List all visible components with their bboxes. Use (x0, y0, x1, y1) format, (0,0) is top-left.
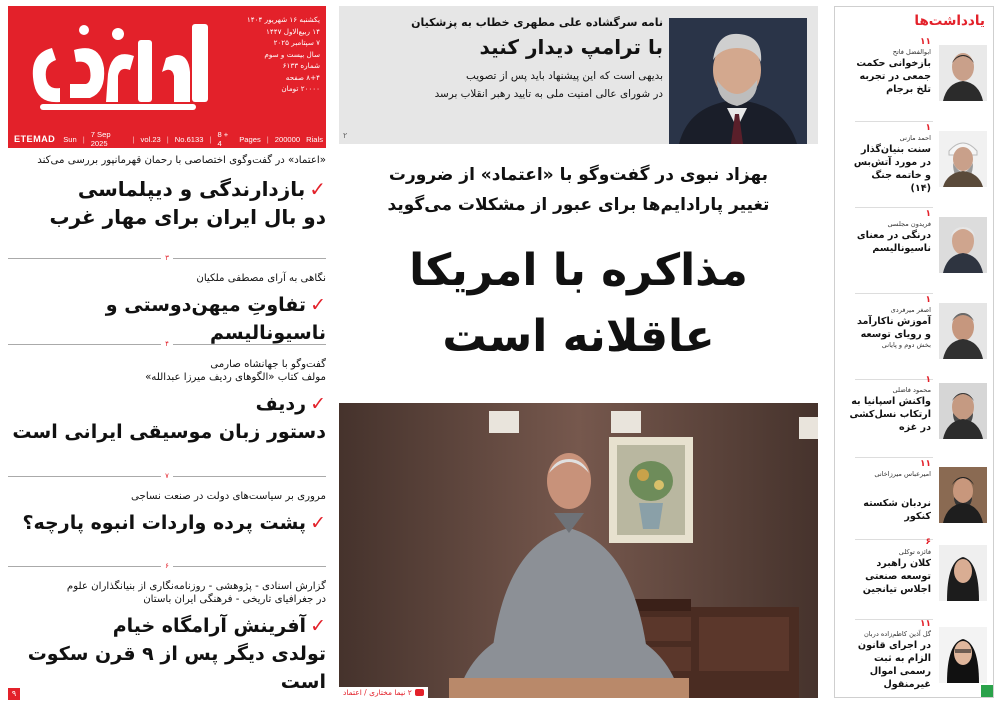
top-kicker: نامه سرگشاده علی مطهری خطاب به پزشکیان (411, 16, 663, 29)
photo-credit (339, 687, 428, 698)
main-kicker (339, 160, 818, 220)
story-headline: ✓پشت پرده واردات انبوه پارچه؟ (22, 512, 326, 534)
author-photo (939, 217, 987, 273)
main-photo-graphic (339, 403, 818, 698)
story-headline-line2: تولدی دیگر پس از ۹ قرن سکوت است (27, 643, 326, 693)
story-kicker: گفت‌وگو با جهانشاه صارمی (210, 359, 326, 370)
checkmark-icon: ✓ (310, 294, 326, 316)
note-item[interactable] (849, 209, 989, 285)
strip-date: 7 Sep 2025 (90, 130, 111, 148)
note-title: در اجرای قانون الزام به ثبت رسمی اموال غیرمنقول (857, 640, 931, 690)
story-headline: ✓بازدارندگی و دیپلماسی (77, 177, 326, 201)
etemad-logo (16, 14, 224, 126)
note-title: کلان راهبرد توسعه صنعتی اجلاس تیانجین (862, 558, 931, 595)
strip-sep: | (82, 134, 85, 144)
etemad-logo-mark (16, 14, 224, 126)
notes-title: یادداشت‌ها (914, 13, 985, 29)
separator (855, 207, 933, 208)
main-kicker-line: تغییر پارادایم‌ها برای عبور از مشکلات می‌گوید (387, 195, 770, 215)
strip-vol: vol.23 (140, 134, 161, 144)
note-page: ۱ (925, 295, 931, 305)
story-headline: ✓ردیف (255, 393, 326, 415)
main-headline[interactable] (339, 238, 818, 370)
separator (855, 457, 933, 458)
note-page: ۱۱ (920, 459, 931, 469)
main-kicker-line: بهزاد نبوی در گفت‌وگو با «اعتماد» از ضرورت (388, 165, 769, 185)
strip-sep: | (209, 134, 212, 144)
main-photo (339, 403, 818, 698)
note-title: سنت بنیان‌گذار در مورد آتش‌بس و خاتمه جنگ (۱۴) (853, 144, 931, 194)
story-khayyam[interactable] (8, 580, 326, 696)
note-item[interactable] (849, 375, 989, 451)
note-author: گل آذین کاظم‌زاده دربان (863, 630, 931, 638)
story-kicker: گزارش اسنادی - پژوهشی - روزنامه‌نگاری از بنیانگذاران علوم (66, 581, 326, 592)
note-extra: بخش دوم و پایانی (881, 341, 931, 349)
note-page: ۶ (925, 537, 931, 547)
story-textile[interactable] (8, 490, 326, 537)
story-headline-line2: دستور زبان موسیقی ایرانی است (12, 421, 326, 443)
story-kicker-line2: مولف کتاب «الگوهای ردیف میرزا عبدالله» (145, 372, 326, 383)
note-page: ۱ (925, 209, 931, 219)
top-body-line: در شورای عالی امنیت ملی به تایید رهبر انقلاب برسد (434, 88, 663, 100)
note-title: درنگی در معنای ناسیونالیسم (856, 230, 931, 254)
page-number: ۲ (343, 131, 348, 140)
separator (855, 293, 933, 294)
note-title: بازخوانی حکمت جمعی در تجربه تلخ برجام (856, 58, 931, 95)
corner-marker (981, 685, 993, 697)
note-author: ابوالفضل فاتح (892, 48, 931, 56)
note-item[interactable] (849, 619, 989, 695)
brand-en: ETEMAD (14, 134, 56, 144)
note-page: ۱۱ (920, 619, 931, 629)
note-item[interactable] (849, 37, 989, 113)
strip-currency: Rials (306, 134, 323, 144)
checkmark-icon: ✓ (310, 512, 326, 534)
main-headline-line: عاقلانه است (442, 311, 715, 362)
story-kicker-line2: در جغرافیای تاریخی - فرهنگی ایران باستان (143, 594, 326, 605)
note-page: ۱ (925, 123, 931, 133)
masthead (8, 6, 326, 148)
author-photo (939, 383, 987, 439)
page-number: ۷ (161, 472, 173, 481)
author-photo (939, 131, 987, 187)
note-author: فائزه توکلی (898, 548, 931, 556)
story-headline: ✓آفرینش آرامگاه خیام (112, 615, 326, 637)
author-photo (939, 467, 987, 523)
photo-credit-text: ۲ نیما مختاری / اعتماد (343, 688, 412, 697)
issue-line: ۱۴ ربیع‌الاول ۱۴۴۷ (265, 26, 320, 36)
author-photo (939, 303, 987, 359)
camera-icon (415, 689, 424, 696)
issue-line: ۲۰۰۰۰ تومان (281, 84, 320, 93)
note-item[interactable] (849, 123, 989, 199)
note-author: فریدون مجلسی (887, 220, 931, 228)
story-kicker: نگاهی به آرای مصطفی ملکیان (196, 273, 326, 284)
issue-line: ۷ سپتامبر ۲۰۲۵ (273, 38, 320, 47)
story-kicker: مروری بر سیاست‌های دولت در صنعت نساجی (131, 491, 326, 502)
strip-price: 200000 (274, 134, 301, 144)
portrait-graphic (669, 18, 807, 144)
note-author: محمود فاضلی (892, 386, 931, 394)
checkmark-icon: ✓ (310, 393, 326, 415)
top-headline: با ترامپ دیدار کنید (479, 35, 663, 59)
author-photo (939, 45, 987, 101)
separator (855, 121, 933, 122)
top-body-line: بدیهی است که این پیشنهاد باید پس از تصویب (466, 70, 663, 82)
story-deterrence[interactable] (8, 154, 326, 231)
issue-line: ۸+۴ صفحه (285, 72, 320, 82)
page-number-tag: ۹ (8, 688, 20, 700)
page-number: ۳ (161, 254, 173, 263)
strip-pages-count: 8 + 4 (217, 130, 229, 148)
note-title: نردبان شکسته کنکور (863, 498, 931, 522)
story-headline-line2: دو بال ایران برای مهار غرب (49, 205, 326, 229)
left-column (8, 152, 326, 700)
notes-column (834, 6, 994, 698)
note-title: واکنش اسپانیا به ارتکاب نسل‌کشی در غزه (849, 396, 931, 433)
note-page: ۱۱ (920, 37, 931, 47)
note-author: احمد مازنی (899, 134, 931, 142)
main-headline-line: مذاکره با امریکا (409, 245, 748, 296)
author-photo (939, 545, 987, 601)
author-photo (939, 627, 987, 683)
issue-line: یکشنبه ۱۶ شهریور ۱۴۰۴ (246, 15, 320, 24)
strip-day: Sun (63, 134, 77, 144)
story-kicker: «اعتماد» در گفت‌وگوی اختصاصی با رحمان قهرمانپور بررسی می‌کند (37, 155, 326, 166)
note-author: اصغر میرفردی (890, 306, 931, 314)
story-radif[interactable] (8, 358, 326, 446)
note-item[interactable] (849, 459, 989, 535)
strip-sep: | (132, 134, 135, 144)
top-box-story[interactable] (339, 6, 818, 144)
checkmark-icon: ✓ (310, 615, 326, 637)
strip-sep: | (166, 134, 169, 144)
page-number: ۶ (161, 562, 173, 571)
strip-sep: | (266, 134, 269, 144)
story-nationalism[interactable] (8, 272, 326, 347)
page-number: ۴ (161, 340, 173, 349)
checkmark-icon: ✓ (309, 177, 326, 201)
strip-no: No.6133 (174, 134, 204, 144)
issue-info (220, 14, 320, 95)
english-strip (8, 130, 326, 148)
note-item[interactable] (849, 537, 989, 613)
issue-line: سال بیست و سوم (264, 49, 320, 59)
story-headline: ✓تفاوتِ میهن‌دوستی و ناسیونالیسم (105, 294, 326, 344)
note-item[interactable] (849, 295, 989, 371)
note-title: آموزش ناکارآمد و رویای توسعه (856, 316, 931, 340)
strip-pages: Pages (239, 134, 261, 144)
motahari-photo (669, 18, 807, 144)
note-author: امیرعباس میرزاخانی (874, 470, 931, 478)
issue-line: شماره ۶۱۳۳ (282, 61, 320, 70)
note-page: ۱ (925, 375, 931, 385)
